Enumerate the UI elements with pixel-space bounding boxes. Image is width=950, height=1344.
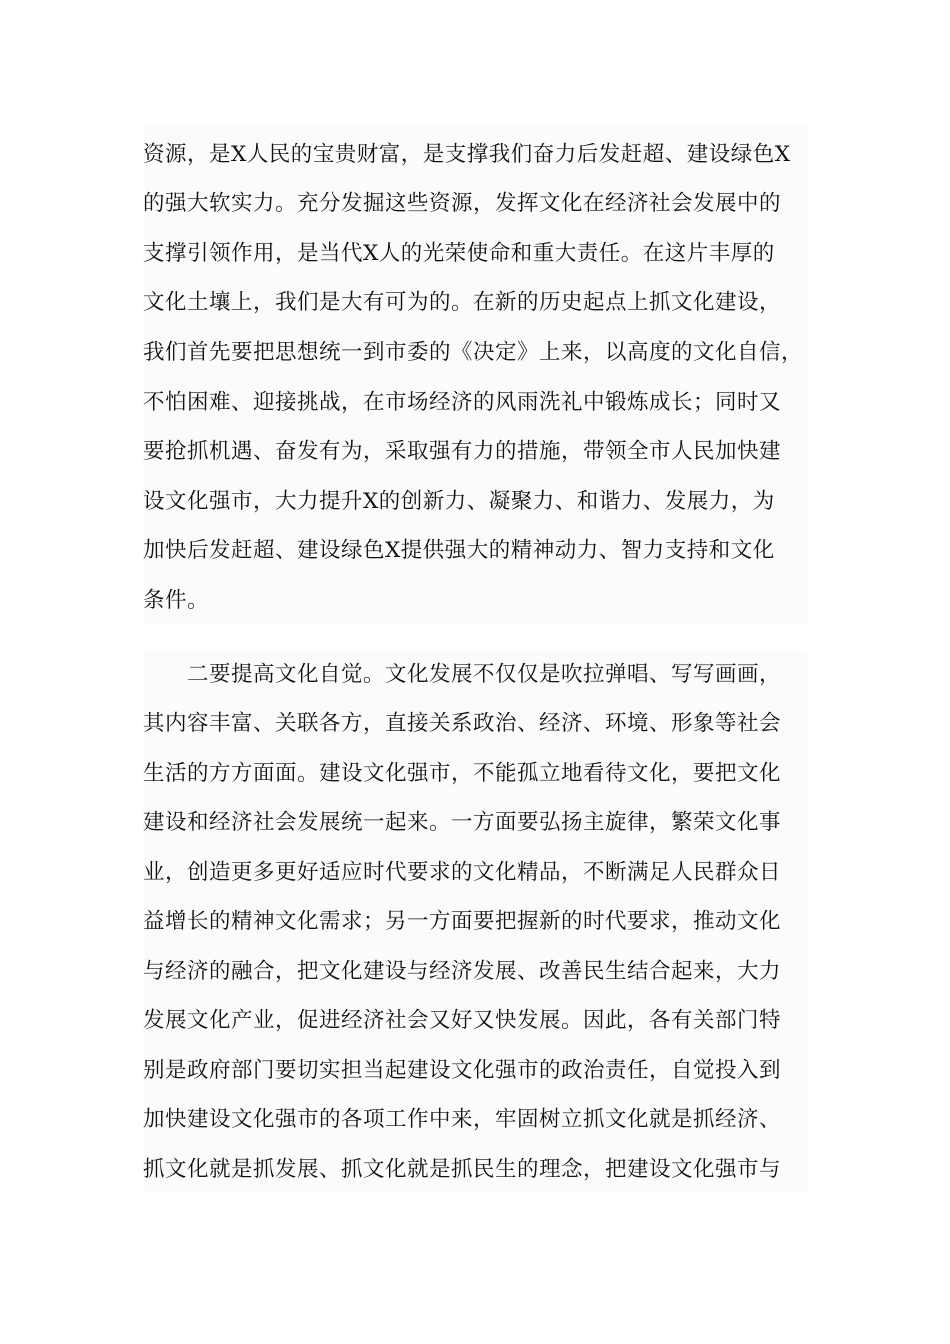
paragraph-2-line: 其内容丰富、关联各方，直接关系政治、经济、环境、形象等社会 [143,711,782,736]
paragraph-2 [143,650,807,1192]
paragraph-2-line: 二要提高文化自觉。文化发展不仅仅是吹拉弹唱、写写画画， [187,662,782,687]
paragraph-2-line: 业，创造更多更好适应时代要求的文化精品，不断满足人民群众日 [143,860,782,885]
paragraph-2-line: 抓文化就是抓发展、抓文化就是抓民生的理念，把建设文化强市与 [143,1157,782,1182]
paragraph-1-line: 资源，是X人民的宝贵财富，是支撑我们奋力后发赶超、建设绿色X [143,142,791,167]
paragraph-1-line: 加快后发赶超、建设绿色X提供强大的精神动力、智力支持和文化 [143,538,775,563]
paragraph-1-line: 设文化强市，大力提升X的创新力、凝聚力、和谐力、发展力，为 [143,489,775,514]
paragraph-2-line: 发展文化产业，促进经济社会又好又快发展。因此，各有关部门特 [143,1008,782,1033]
paragraph-1-line: 的强大软实力。充分发掘这些资源，发挥文化在经济社会发展中的 [143,191,782,216]
paragraph-2-line: 别是政府部门要切实担当起建设文化强市的政治责任，自觉投入到 [143,1058,782,1083]
paragraph-2-line: 加快建设文化强市的各项工作中来，牢固树立抓文化就是抓经济、 [143,1107,782,1132]
paragraph-2-line: 益增长的精神文化需求；另一方面要把握新的时代要求，推动文化 [143,909,782,934]
paragraph-2-line: 与经济的融合，把文化建设与经济发展、改善民生结合起来，大力 [143,959,782,984]
paragraph-1-line: 不怕困难、迎接挑战，在市场经济的风雨洗礼中锻炼成长；同时又 [143,390,782,415]
paragraph-1 [143,126,807,624]
paragraph-2-line: 建设和经济社会发展统一起来。一方面要弘扬主旋律，繁荣文化事 [143,810,782,835]
paragraph-1-line: 支撑引领作用，是当代X人的光荣使命和重大责任。在这片丰厚的 [143,241,775,266]
paragraph-1-line: 我们首先要把思想统一到市委的《决定》上来，以高度的文化自信， [143,340,804,365]
paragraph-1-line: 要抢抓机遇、奋发有为，采取强有力的措施，带领全市人民加快建 [143,439,782,464]
paragraph-2-line: 生活的方方面面。建设文化强市，不能孤立地看待文化，要把文化 [143,761,782,786]
paragraph-1-line: 文化土壤上，我们是大有可为的。在新的历史起点上抓文化建设， [143,290,782,315]
paragraph-1-line: 条件。 [143,588,210,613]
